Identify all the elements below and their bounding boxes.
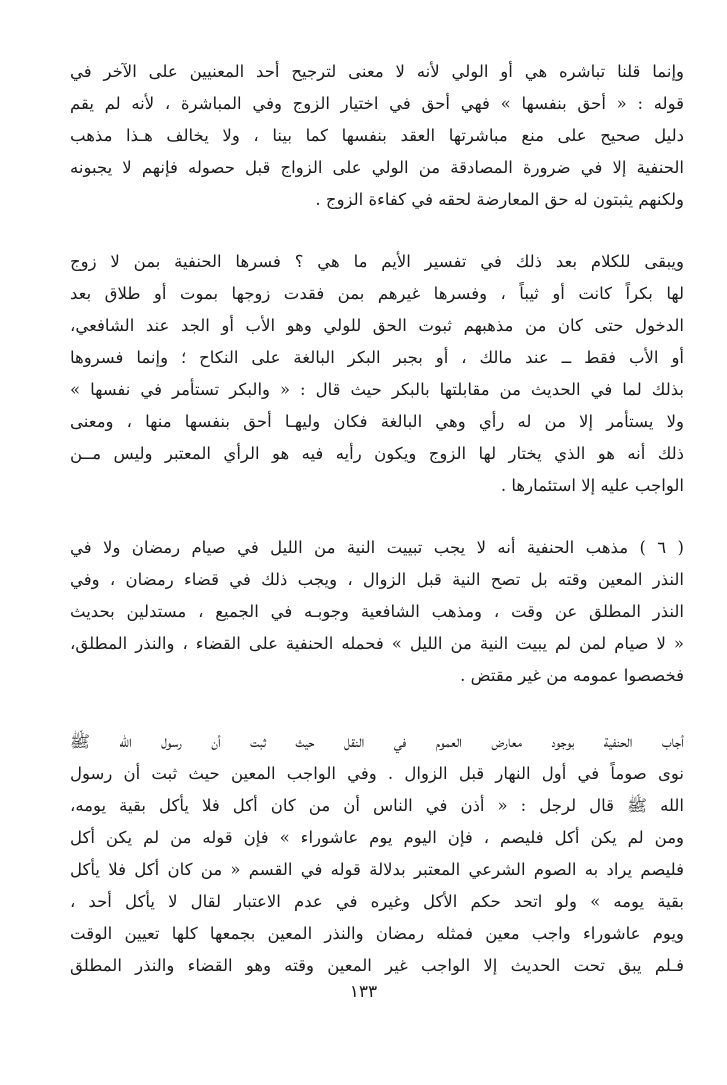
- text-line: دليل صحيح على منع مباشرتها العقد بنفسها كما بينا ، ولا يخالف هـذا مذهب: [70, 126, 684, 145]
- text-line: لها بكراً كانت أو ثيباً ، وفسرها غيرهم بمن فقدت زوجها بموت أو طلاق بعد: [70, 284, 684, 303]
- text-line: النذر المعين وقته بل تصح النية قبل الزوال ، ويجب ذلك في قضاء رمضان ، وفي: [70, 570, 684, 589]
- text-line: بذلك لما في الحديث من مقابلتها بالبكر حيث قال : « والبكر تستأمر في نفسها »: [70, 380, 684, 399]
- text-line: الله ﷺ قال لرجل : « أذن في الناس أن من كان أكل فلا يأكل بقية يومه،: [70, 796, 684, 815]
- page-number: ١٣٣: [349, 982, 378, 1002]
- page-body: [70, 56, 684, 982]
- paragraph-4: [70, 726, 684, 982]
- text-line: قوله : « أحق بنفسها » فهي أحق في اختيار الزوج وفي المباشرة ، لأنه لم يقم: [70, 94, 684, 113]
- text-line: ومن لم يكن أكل فليصم ، فإن اليوم يوم عاشوراء » فإن قوله من لم يكن أكل: [70, 828, 684, 847]
- text-line: ولا يستأمر إلا من له رأي وهي البالغة فكان وليهـا أحق بنفسها منها ، ومعنى: [70, 412, 684, 431]
- text-line: أجاب الحنفية بوجود معارض العموم في النقل حيث ثبت أن رسول الله ﷺ: [70, 732, 684, 751]
- text-line: فخصصوا عمومه من غير مقتض .: [460, 666, 684, 685]
- text-line: ذلك أنه هو الذي يختار لها الزوج ويكون رأيه فيه هو الرأي المعتبر وليس مــن: [70, 444, 684, 463]
- paragraph-spacer: [70, 216, 684, 246]
- text-line: « لا صيام لمن لم يبيت النية من الليل » فحمله الحنفية على القضاء ، والنذر المطلق،: [70, 634, 684, 653]
- text-line: ولكنهم يثبتون له حق المعارضة لحقه في كفاءة الزوج .: [315, 190, 684, 209]
- paragraph-spacer: [70, 502, 684, 532]
- text-line: بقية يومه » ولو اتحد حكم الأكل وغيره في عدم الاعتبار لقال لا يأكل أحد ،: [70, 892, 684, 911]
- text-line: فـلم يبق تحت الحديث إلا الواجب غير المعين وقته وهو القضاء والنذر المطلق: [70, 956, 684, 975]
- text-line: ( ٦ ) مذهب الحنفية أنه لا يجب تبييت النية من الليل في صيام رمضان ولا في: [70, 538, 684, 557]
- text-line: أو الأب فقط ــ عند مالك ، أو بجبر البكر البالغة على النكاح ؛ وإنما فسروها: [70, 348, 684, 367]
- text-line: الحنفية إلا في ضرورة المصادقة من الولي على الزواج قبل حصوله فإنهم لا يجبونه: [70, 158, 684, 177]
- text-line: ويبقى للكلام بعد ذلك في تفسير الأيم ما هي ؟ فسرها الحنفية بمن لا زوج: [70, 252, 684, 271]
- paragraph-spacer: [70, 692, 684, 726]
- text-line: الواجب عليه إلا استئمارها .: [500, 476, 684, 495]
- text-line: وإنما قلنا تباشره هي أو الولي لأنه لا معنى لترجيح أحد المعنيين على الآخر في: [70, 62, 684, 81]
- paragraph-1: [70, 56, 684, 216]
- text-line: النذر المطلق عن وقت ، ومذهب الشافعية وجوبـه في الجميع ، مستدلين بحديث: [70, 602, 684, 621]
- text-line: فليصم يراد به الصوم الشرعي المعتبر بدلالة قوله في القسم « من كان أكل فلا يأكل: [70, 860, 684, 879]
- paragraph-2: [70, 246, 684, 502]
- text-line: نوى صوماً في أول النهار قبل الزوال . وفي الواجب المعين حيث ثبت أن رسول: [70, 764, 684, 783]
- text-line: ويوم عاشوراء واجب معين فمثله رمضان والنذر المعين بجمعها كلها تعيين الوقت: [70, 924, 684, 943]
- paragraph-3: [70, 532, 684, 692]
- text-line: الدخول حتى كان من مذهبهم ثبوت الحق للولي وهو الأب أو الجد عند الشافعي،: [70, 316, 684, 335]
